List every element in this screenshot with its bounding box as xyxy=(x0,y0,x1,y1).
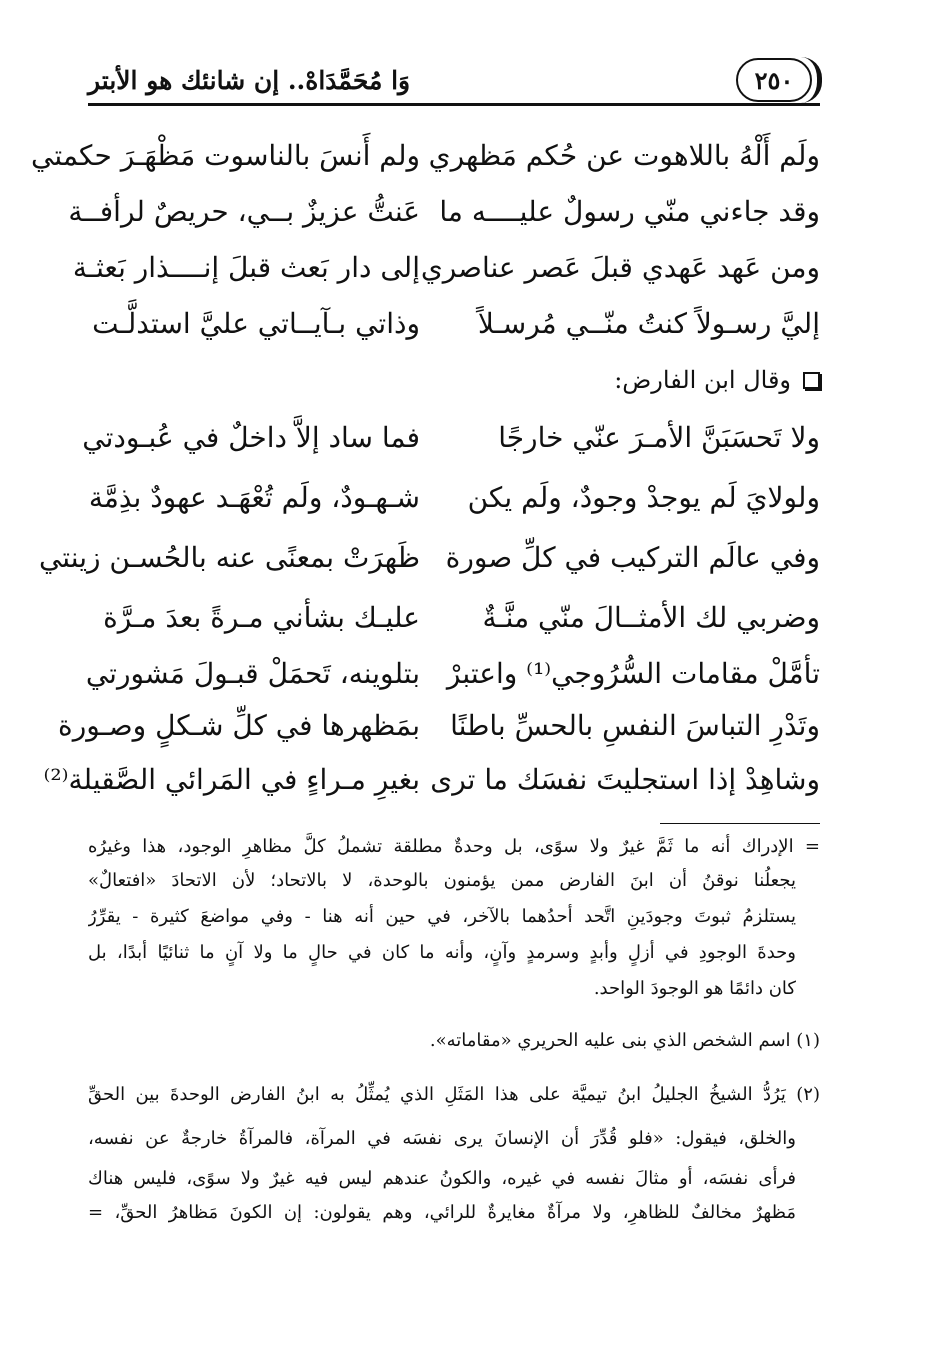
intro-text: وقال ابن الفارض: xyxy=(614,366,791,394)
header-rule xyxy=(88,103,820,106)
verse-6-first-hemistich: ولولايَ لَم يوجدْ وجودٌ، ولَم يكن xyxy=(467,481,820,514)
footnote-continuation-line-3: يستلزمُ ثبوتَ وجودَينِ اتَّحد أحدُهما بالآخر، في حين أنه هنا - وفي مواضعَ كثيرة - يقرِّرُ xyxy=(88,906,796,927)
footnote-2-line-4: مَظهرٌ مخالفٌ للظاهرِ، ولا مرآةٌ مغايرةٌ للرائي، وهم يقولون: إن الكونَ مَظاهرُ الحقِّ، = xyxy=(88,1202,796,1223)
verse-9-second-hemistich: بتلوينه، تَحمَلْ قبـولَ مَشورتي xyxy=(85,657,420,690)
verse-1-second-hemistich: ولم أَنسَ بالناسوت مَظْهَـرَ حكمتي xyxy=(31,139,420,172)
verse-11-first-hemistich: وشاهِدْ إذا استجليتَ نفسَك ما ترى xyxy=(430,763,820,796)
running-title: وَا مُحَمَّدَاهْ.. إن شانئك هو الأبتر xyxy=(88,66,411,95)
intro-line xyxy=(614,366,820,394)
page-number: ٢٥٠ xyxy=(736,58,812,102)
footnote-1: (١) اسم الشخص الذي بنى عليه الحريري «مقاماته». xyxy=(429,1030,820,1051)
verse-2-second-hemistich: عَنتُّ عزيزٌ بــي، حريصٌ لرأفــة xyxy=(68,195,420,228)
verse-1-first-hemistich: ولَم أَلْهُ باللاهوت عن حُكم مَظهري xyxy=(428,139,820,172)
verse-5-second-hemistich: فما ساد إلاَّ داخلٌ في عُبـودتي xyxy=(82,421,420,454)
footnote-continuation-line-2: يجعلُنا نوقنُ أن ابنَ الفارض ممن يؤمنون بالوحدة، لا بالاتحاد؛ لأن الاتحادَ «افتعالٌ» xyxy=(88,870,796,891)
footnote-2-line-1: (٢) يَرُدُّ الشيخُ الجليلُ ابنُ تيميَّة على هذا المَثَلِ الذي يُمثِّلُ به ابنُ الفارض الوحدةَ بين الحقِّ xyxy=(88,1084,820,1105)
verse-7-second-hemistich: ظَهرَتْ بمعنًى عنه بالحُسـن زينتي xyxy=(38,541,420,574)
footnote-2-line-3: فرأى نفسَه، أو مثالَ نفسه في غيره، والكونُ عندهم ليس فيه غيرٌ ولا سوًى، فليس هناك xyxy=(88,1168,796,1189)
verse-4-first-hemistich: إليَّ رسـولاً كنتُ منّــي مُرسـلاً xyxy=(477,307,820,340)
verse-10-first-hemistich: وتَدْرِ التباسَ النفسِ بالحسِّ باطنًا xyxy=(450,709,820,742)
verse-6-second-hemistich: شـهـودٌ، ولَم تُعْهَـد عهودٌ بذِمَّة xyxy=(88,481,420,514)
footnote-continuation-line-1: = الإدراك أنه ما ثَمَّ غيرٌ ولا سوًى، بل وحدةٌ مطلقة تشملُ كلَّ مظاهرِ الوجود، هذا وغيرُه xyxy=(88,836,820,857)
verse-8-first-hemistich: وضربي لك الأمثــالَ منّي منَّـةٌ xyxy=(482,601,820,634)
verse-9-first-hemistich: تأمَّلْ مقامات السُّرُوجي⁽¹⁾ واعتبرْ xyxy=(446,657,820,690)
footnote-continuation-line-5: كان دائمًا هو الوجودَ الواحد. xyxy=(593,978,796,999)
square-bullet-icon xyxy=(803,372,820,389)
footnote-separator xyxy=(660,823,820,824)
verse-8-second-hemistich: عليـك بشأني مـرةً بعدَ مـرَّة xyxy=(103,601,420,634)
verse-3-first-hemistich: ومن عَهد عَهدي قبلَ عَصر عناصري xyxy=(420,251,820,284)
page-header xyxy=(88,52,820,108)
footnote-2-line-2: والخلق، فيقول: «فلو قُدِّرَ أن الإنسانَ يرى نفسَه في المرآة، فالمرآةُ خارجةٌ عن نفسه، xyxy=(88,1128,796,1149)
verse-10-second-hemistich: بمَظهرها في كلِّ شـكلٍ وصـورة xyxy=(58,709,420,742)
verse-3-second-hemistich: إلى دار بَعث قبلَ إنــــذار بَعثـة xyxy=(72,251,420,284)
verse-4-second-hemistich: وذاتي بـآيــاتي عليَّ استدلَّـت xyxy=(92,307,420,340)
footnote-continuation-line-4: وحدةَ الوجودِ في أزلٍ وأبدٍ وسرمدٍ وآنٍ، وأنه ما كان في حالٍ ما ولا آنٍ ما ثنائيًا أبدًا، بل xyxy=(88,942,796,963)
verse-11-second-hemistich: بغيرِ مـراءٍ في المَرائي الصَّقيلة⁽²⁾ xyxy=(43,763,420,796)
verse-5-first-hemistich: ولا تَحسَبَنَّ الأمـرَ عنّي خارجًا xyxy=(498,421,820,454)
verse-7-first-hemistich: وفي عالَم التركيب في كلِّ صورة xyxy=(445,541,820,574)
verse-2-first-hemistich: وقد جاءني منّي رسولٌ عليــــه ما xyxy=(439,195,820,228)
